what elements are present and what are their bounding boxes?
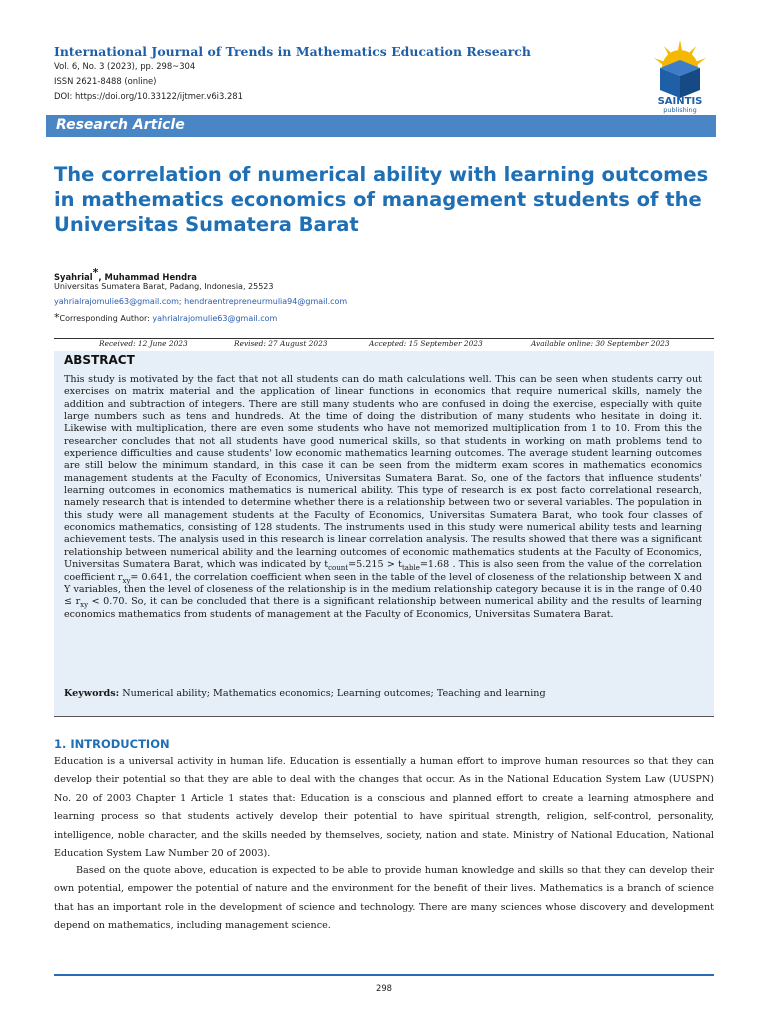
author-2: , Muhammad Hendra: [98, 271, 197, 282]
page-number: 298: [376, 983, 392, 993]
corresponding-mark: *: [92, 266, 99, 279]
corr-mark: *: [54, 311, 60, 324]
footer-divider: [54, 974, 714, 976]
date-online: Available online: 30 September 2023: [531, 339, 670, 348]
author-emails[interactable]: yahrialrajomulie63@gmail.com; hendraentrepreneurmulia94@gmail.com: [54, 297, 348, 306]
corr-label: Corresponding Author:: [59, 314, 153, 323]
paper-title: The correlation of numerical ability with learning outcomes in mathematics economics of management students of the Universitas Sumatera Barat: [54, 163, 709, 236]
journal-doi[interactable]: DOI: https://doi.org/10.33122/ijtmer.v6i3.281: [54, 91, 243, 101]
sun-book-icon: [640, 38, 720, 114]
banner-label: Research Article: [56, 117, 185, 133]
journal-issn: ISSN 2621-8488 (online): [54, 76, 157, 86]
publisher-sub: publishing: [663, 106, 697, 114]
saintis-logo: [640, 38, 720, 114]
affiliation: Universitas Sumatera Barat, Padang, Indonesia, 25523: [54, 282, 274, 291]
date-accepted: Accepted: 15 September 2023: [369, 339, 483, 348]
journal-volume: Vol. 6, No. 3 (2023), pp. 298~304: [54, 61, 196, 71]
keywords: [64, 688, 704, 699]
date-revised: Revised: 27 August 2023: [234, 339, 328, 348]
abstract-heading: ABSTRACT: [64, 353, 135, 367]
author-list: [54, 266, 197, 282]
introduction-paragraph-1: Education is a universal activity in human life. Education is essentially a human effort to improve human resources so that they can develop their potential so that they are able to deal with the changes that occur. As in the National Education System Law (UUSPN) No. 20 of 2003 Chapter 1 Article 1 states that: Education is a conscious and planned effort to create a learning atmosphere and learning process so that students actively develop their potential to have spiritual strength, religion, self-control, personality, intelligence, noble character, and the skills needed by themselves, society, nation and state. Ministry of National Education, National Education System Law Number 20 of 2003).: [54, 756, 714, 860]
introduction-paragraph-2: Based on the quote above, education is expected to be able to provide human knowledge and skills so that they can develop their own potential, empower the potential of nature and the environment for the benefit of their lives. Mathematics is a branch of science that has an important role in the development of science and technology. There are many sciences whose discovery and development depend on mathematics, including management science.: [54, 865, 714, 932]
publisher-name: SAINTIS: [657, 96, 703, 107]
keywords-items: Numerical ability; Mathematics economics; Learning outcomes; Teaching and learning: [119, 688, 546, 699]
author-1: Syahrial: [54, 271, 93, 282]
corr-email[interactable]: yahrialrajomulie63@gmail.com: [152, 314, 278, 323]
journal-title: International Journal of Trends in Mathematics Education Research: [54, 44, 531, 59]
section-heading-introduction: 1. INTRODUCTION: [54, 737, 170, 751]
abstract-text: This study is motivated by the fact that not all students can do math calculations well. This can be seen when students carry out exercises on matrix material and the application of linear functions in economics that require numerical skills, namely the addition and subtraction of integers. There are still many students who are confused in doing the exercise, especially with quite large numbers such as tens and hundreds. At the time of doing the distribution of many students who hesitate in doing it. Likewise with multiplication, there are even some students who have not memorized multiplication from 1 to 10. From this the researcher concludes that not all students have good numerical skills, so that students in working on math problems tend to experience difficulties and cause students' low economic mathematics learning outcomes. The average student learning outcomes are still below the minimum standard, in this case it can be seen from the midterm exam scores in mathematics economics management students at the Faculty of Economics, Universitas Sumatera Barat. So, one of the factors that influence students' learning outcomes in economics mathematics is numerical ability. This type of research is ex post facto correlational research, namely research that is intended to determine whether there is a relationship between two or several variables. The population in this study were all management students at the Faculty of Economics, Universitas Sumatera Barat, who took four classes of economics mathematics, consisting of 128 students. The instruments used in this study were numerical ability tests and learning achievement tests. The analysis used in this research is linear correlation analysis. The results showed that there was a significant relationship between numerical ability and the learning outcomes of economic mathematics students at the Faculty of Economics, Universitas Sumatera Barat, which was indicated by $t_{count}=5.215 > t_{table}=1.68$ . This is also seen from the value of the correlation coefficient $r_{xy}= 0.641$, the correlation coefficient when seen in the table of the level of closeness of the relationship between X and Y variables, then the level of closeness of the relationship is in the medium relationship category because it is in the range of $0.40 \le r_{xy} < 0.70$. So, it can be concluded that there is a significant relationship between numerical ability and the results of learning economics mathematics from students of management at the Faculty of Economics, Universitas Sumatera Barat.: [64, 374, 702, 620]
corresponding-author: [54, 311, 277, 324]
date-received: Received: 12 June 2023: [99, 339, 188, 348]
keywords-label: Keywords:: [64, 688, 120, 699]
